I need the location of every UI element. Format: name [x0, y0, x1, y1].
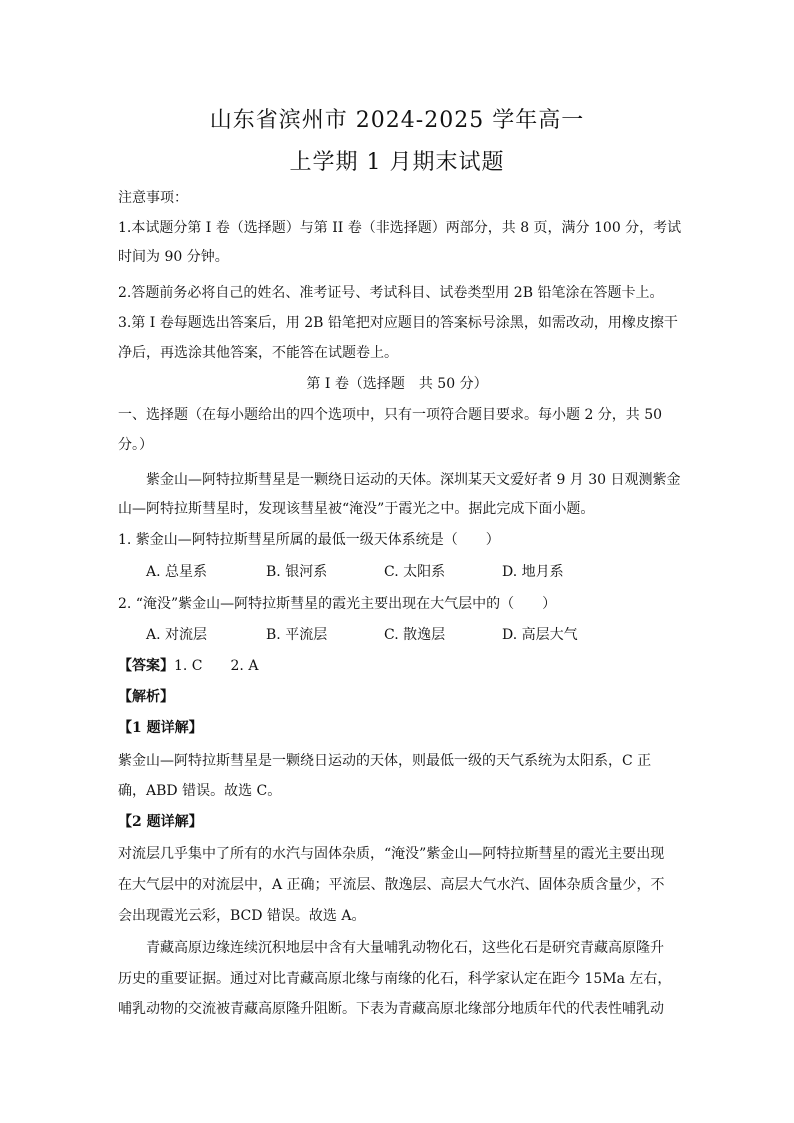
detail-1-heading: 【1 题详解】 — [118, 720, 203, 736]
notice-item-1: 1.本试题分第 I 卷（选择题）与第 II 卷（非选择题）两部分，共 8 页，满分 100 分，考试 — [118, 220, 682, 236]
notice-item-1-cont: 时间为 90 分钟。 — [118, 249, 229, 265]
question-2-stem: 2. “淹没”紫金山—阿特拉斯彗星的霞光主要出现在大气层中的（ ） — [118, 596, 557, 612]
passage-2-line-1: 青藏高原边缘连续沉积地层中含有大量哺乳动物化石，这些化石是研究青藏高原隆升 — [146, 940, 664, 956]
detail-2-line-1: 对流层几乎集中了所有的水汽与固体杂质，“淹没”紫金山—阿特拉斯彗星的霞光主要出现 — [118, 846, 665, 862]
question-2-option-a: A. 对流层 — [146, 627, 208, 643]
notice-item-3: 3.第 I 卷每题选出答案后，用 2B 铅笔把对应题目的答案标号涂黑，如需改动，用橡皮擦干 — [118, 315, 678, 331]
exam-title-line2: 上学期 1 月期末试题 — [289, 150, 505, 175]
detail-2-line-2: 在大气层中的对流层中，A 正确；平流层、散逸层、高层大气水汽、固体杂质含量少，不 — [118, 877, 665, 893]
notice-item-3-cont: 净后，再选涂其他答案，不能答在试题卷上。 — [118, 345, 398, 361]
section-title: 第 I 卷（选择题 共 50 分） — [306, 376, 488, 392]
question-2-option-c: C. 散逸层 — [384, 627, 446, 643]
question-1-stem: 1. 紫金山—阿特拉斯彗星所属的最低一级天体系统是（ ） — [118, 532, 500, 548]
detail-1-line-1: 紫金山—阿特拉斯彗星是一颗绕日运动的天体，则最低一级的天气系统为太阳系，C 正 — [118, 753, 652, 769]
exam-title-line1: 山东省滨州市 2024-2025 学年高一 — [209, 108, 585, 133]
part-instructions-cont: 分。） — [118, 437, 153, 453]
detail-2-line-3: 会出现霞光云彩，BCD 错误。故选 A。 — [118, 908, 366, 924]
answer-text: 1. C 2. A — [174, 658, 259, 674]
question-1-option-c: C. 太阳系 — [384, 564, 446, 580]
answer-line — [118, 655, 258, 675]
question-2-option-b: B. 平流层 — [266, 627, 328, 643]
question-2-option-d: D. 高层大气 — [502, 627, 578, 643]
question-1-option-b: B. 银河系 — [266, 564, 328, 580]
passage-1-line-1: 紫金山—阿特拉斯彗星是一颗绕日运动的天体。深圳某天文爱好者 9 月 30 日观测紫金 — [146, 472, 681, 488]
part-instructions: 一、选择题（在每小题给出的四个选项中，只有一项符合题目要求。每小题 2 分，共 50 — [118, 407, 663, 423]
passage-1-line-2: 山—阿特拉斯彗星时，发现该彗星被“淹没”于霞光之中。据此完成下面小题。 — [118, 501, 595, 517]
analysis-heading: 【解析】 — [118, 689, 174, 705]
answer-label: 【答案】 — [118, 658, 174, 674]
notice-heading: 注意事项： — [118, 190, 188, 206]
notice-item-2: 2.答题前务必将自己的姓名、准考证号、考试科目、试卷类型用 2B 铅笔涂在答题卡上。 — [118, 285, 664, 301]
passage-2-line-2: 历史的重要证据。通过对比青藏高原北缘与南缘的化石，科学家认定在距今 15Ma 左右， — [118, 971, 672, 987]
detail-1-line-2: 确，ABD 错误。故选 C。 — [118, 783, 282, 799]
passage-2-line-3: 哺乳动物的交流被青藏高原隆升阻断。下表为青藏高原北缘部分地质年代的代表性哺乳动 — [118, 1001, 664, 1017]
question-1-option-d: D. 地月系 — [502, 564, 564, 580]
detail-2-heading: 【2 题详解】 — [118, 814, 203, 830]
question-1-option-a: A. 总星系 — [146, 564, 208, 580]
